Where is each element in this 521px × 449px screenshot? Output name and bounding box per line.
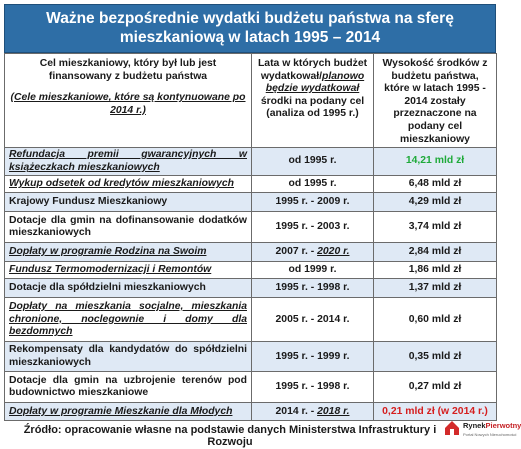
row-goal: Wykup odsetek od kredytów mieszkaniowych	[5, 176, 252, 193]
row-years	[252, 403, 374, 421]
table-row	[5, 262, 497, 279]
row-years-start: 2014 r. -	[275, 405, 318, 417]
header-years-part2: planowo będzie wydatkował	[265, 70, 365, 95]
row-amount: 14,21 mld zł	[374, 148, 497, 176]
row-amount: 0,21 mld zł (w 2014 r.)	[374, 403, 497, 421]
table-row	[5, 193, 497, 212]
table-row	[5, 148, 497, 176]
row-years-start: od 1999 r.	[288, 264, 337, 276]
header-goal-label: Cel mieszkaniowy, który był lub jest finansowany z budżetu państwa	[39, 58, 217, 82]
row-years	[252, 148, 374, 176]
row-amount: 0,35 mld zł	[374, 342, 497, 372]
row-amount: 1,86 mld zł	[374, 262, 497, 279]
header-years	[252, 54, 374, 148]
row-years-start: 1995 r. - 2009 r.	[275, 196, 350, 208]
row-amount: 1,37 mld zł	[374, 279, 497, 298]
row-years	[252, 212, 374, 243]
row-years	[252, 279, 374, 298]
row-goal: Dotacje dla gmin na uzbrojenie terenów pod budownictwo mieszkaniowe	[5, 372, 252, 403]
row-years-start: 1995 r. - 1998 r.	[275, 282, 350, 294]
row-amount: 6,48 mld zł	[374, 176, 497, 193]
table-row	[5, 403, 497, 421]
row-years	[252, 193, 374, 212]
expenditure-table	[4, 53, 497, 421]
row-amount: 0,60 mld zł	[374, 298, 497, 342]
row-years-end: 2018 r.	[317, 405, 350, 417]
row-years	[252, 298, 374, 342]
row-years-end: 2020 r.	[317, 246, 350, 258]
row-goal: Dotacje dla gmin na dofinansowanie dodatków mieszkaniowych	[5, 212, 252, 243]
row-amount: 4,29 mld zł	[374, 193, 497, 212]
header-goal	[5, 54, 252, 148]
header-amount	[374, 54, 497, 148]
table-row	[5, 342, 497, 372]
house-icon	[443, 419, 461, 437]
source-note: Źródło: opracowanie własne na podstawie danych Ministerstwa Infrastruktury i Rozwoju	[23, 424, 437, 449]
rynekpierwotny-logo	[443, 416, 521, 446]
row-goal: Rekompensaty dla kandydatów do spółdzielni mieszkaniowych	[5, 342, 252, 372]
logo-tagline: Portal Nowych Nieruchomości	[463, 432, 517, 437]
row-goal: Dopłaty w programie Mieszkanie dla Młodych	[5, 403, 252, 421]
row-goal: Dotacje dla spółdzielni mieszkaniowych	[5, 279, 252, 298]
header-amount-label: Wysokość środków z budżetu państwa, które w latach 1995 - 2014 zostały przeznaczone na podany cel mieszkaniowy	[382, 58, 488, 145]
header-years-part1: Lata w których budżet wydatkował/	[257, 58, 368, 82]
logo-name	[463, 421, 521, 430]
table-title: Ważne bezpośrednie wydatki budżetu państwa na sferę mieszkaniową w latach 1995 – 2014	[4, 4, 496, 53]
logo-name-a: Rynek	[463, 421, 486, 430]
page	[4, 4, 496, 448]
table-row	[5, 298, 497, 342]
row-years	[252, 342, 374, 372]
row-years-start: 2007 r. -	[275, 246, 318, 258]
row-goal: Dopłaty w programie Rodzina na Swoim	[5, 243, 252, 262]
row-goal: Krajowy Fundusz Mieszkaniowy	[5, 193, 252, 212]
row-years-start: 1995 r. - 2003 r.	[275, 221, 350, 233]
table-row	[5, 279, 497, 298]
table-row	[5, 372, 497, 403]
row-years-start: od 1995 r.	[288, 178, 337, 190]
row-amount: 3,74 mld zł	[374, 212, 497, 243]
row-goal: Dopłaty na mieszkania socjalne, mieszkania chronione, noclegownie i domy dla bezdomnych	[5, 298, 252, 342]
row-years-start: 1995 r. - 1999 r.	[275, 350, 350, 362]
logo-name-b: Pierwotny	[485, 421, 521, 430]
row-amount: 0,27 mld zł	[374, 372, 497, 403]
row-years-start: 1995 r. - 1998 r.	[275, 381, 350, 393]
table-row	[5, 176, 497, 193]
row-years-start: 2005 r. - 2014 r.	[275, 313, 350, 325]
row-goal: Refundacja premii gwarancyjnych w książeczkach mieszkaniowych	[5, 148, 252, 176]
header-years-part3: środki na podany cel (analiza od 1995 r.)	[260, 95, 365, 120]
row-years	[252, 176, 374, 193]
table-row	[5, 212, 497, 243]
row-years	[252, 262, 374, 279]
row-years	[252, 372, 374, 403]
header-row	[5, 54, 497, 148]
row-years	[252, 243, 374, 262]
table-row	[5, 243, 497, 262]
row-goal: Fundusz Termomodernizacji i Remontów	[5, 262, 252, 279]
header-goal-note: (Cele mieszkaniowe, które są kontynuowane po 2014 r.)	[10, 92, 246, 116]
row-years-start: od 1995 r.	[288, 155, 337, 167]
row-amount: 2,84 mld zł	[374, 243, 497, 262]
